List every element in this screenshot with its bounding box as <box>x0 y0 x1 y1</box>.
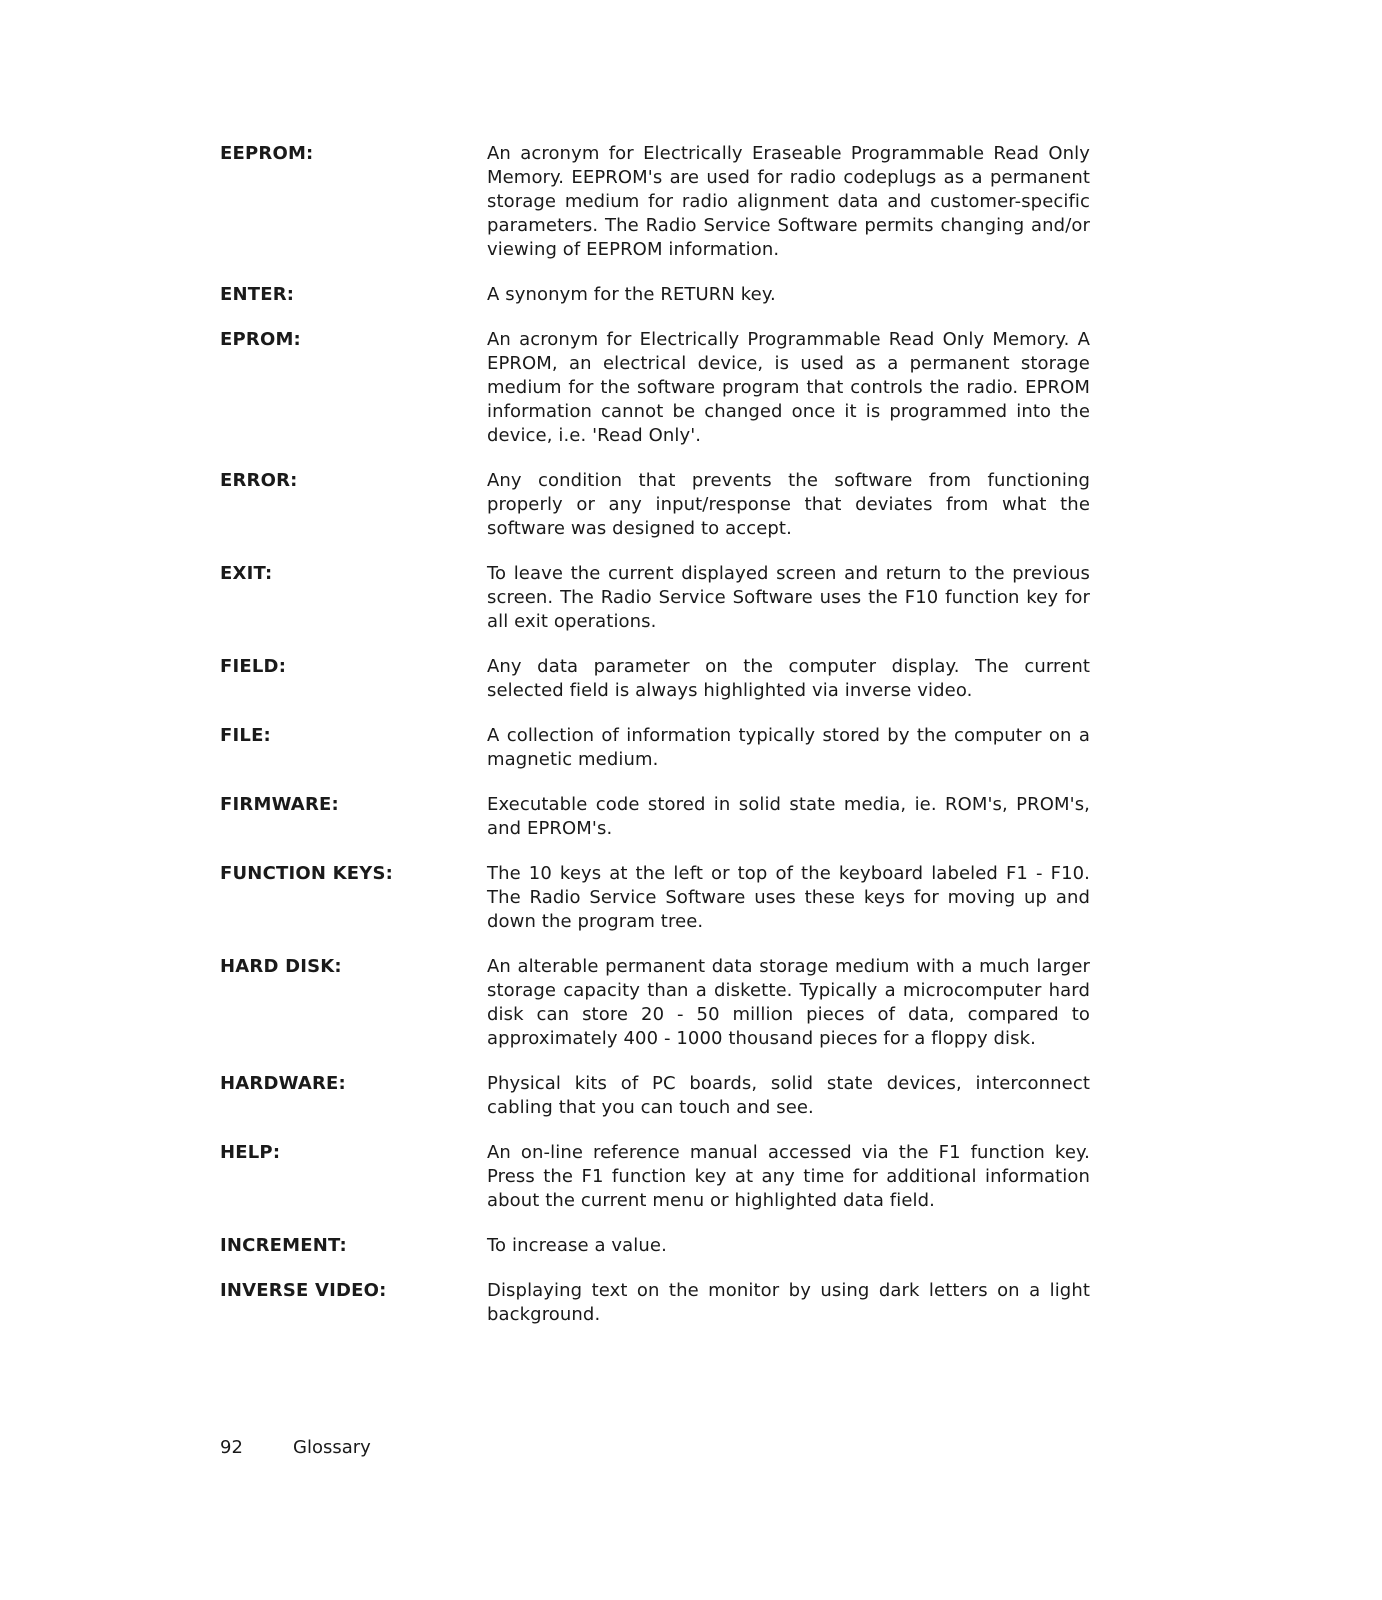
glossary-entry-field <box>220 655 1090 703</box>
glossary-definition: Any condition that prevents the software from functioning properly or any input/response that deviates from what the software was designed to accept. <box>487 470 1090 539</box>
glossary-term: FIELD: <box>220 656 287 677</box>
glossary-entry-hard-disk <box>220 955 1090 1051</box>
glossary-definition: Displaying text on the monitor by using dark letters on a light background. <box>487 1280 1090 1325</box>
glossary-entry-error <box>220 469 1090 541</box>
glossary-definition: A synonym for the RETURN key. <box>487 284 776 305</box>
glossary-entry-function-keys <box>220 862 1090 934</box>
glossary-entry-enter <box>220 283 1090 307</box>
glossary-term: EEPROM: <box>220 143 314 164</box>
glossary-definition: Executable code stored in solid state media, ie. ROM's, PROM's, and EPROM's. <box>487 794 1090 839</box>
glossary-entry-help <box>220 1141 1090 1213</box>
glossary-definition: Any data parameter on the computer display. The current selected field is always highlighted via inverse video. <box>487 656 1090 701</box>
glossary-definition: To increase a value. <box>487 1235 667 1256</box>
glossary-term: FILE: <box>220 725 271 746</box>
glossary-entry-eprom <box>220 328 1090 448</box>
glossary-definition: An on-line reference manual accessed via the F1 function key. Press the F1 function key at any time for additional information about the current menu or highlighted data field. <box>487 1142 1090 1211</box>
glossary-term: HARD DISK: <box>220 956 342 977</box>
glossary-term: INCREMENT: <box>220 1235 347 1256</box>
glossary-definition: An alterable permanent data storage medium with a much larger storage capacity than a diskette. Typically a microcomputer hard disk can store 20 - 50 million pieces of data, compared to approximately 400 - 1000 thousand pieces for a floppy disk. <box>487 956 1090 1049</box>
glossary-entry-file <box>220 724 1090 772</box>
glossary-entry-hardware <box>220 1072 1090 1120</box>
glossary-term: HARDWARE: <box>220 1073 346 1094</box>
glossary-term: HELP: <box>220 1142 281 1163</box>
glossary-entry-exit <box>220 562 1090 634</box>
glossary-term: ERROR: <box>220 470 298 491</box>
page-footer <box>220 1436 371 1460</box>
glossary-term: FIRMWARE: <box>220 794 339 815</box>
glossary-term: EXIT: <box>220 563 273 584</box>
glossary-term: FUNCTION KEYS: <box>220 863 394 884</box>
glossary-term: EPROM: <box>220 329 301 350</box>
glossary-term: ENTER: <box>220 284 295 305</box>
glossary-entry-increment <box>220 1234 1090 1258</box>
glossary-definition: Physical kits of PC boards, solid state devices, interconnect cabling that you can touch and see. <box>487 1073 1090 1118</box>
glossary-definition: To leave the current displayed screen and return to the previous screen. The Radio Service Software uses the F10 function key for all exit operations. <box>487 563 1090 632</box>
glossary-entry-firmware <box>220 793 1090 841</box>
glossary-definition: An acronym for Electrically Eraseable Programmable Read Only Memory. EEPROM's are used for radio codeplugs as a permanent storage medium for radio alignment data and customer-specific parameters. The Radio Service Software permits changing and/or viewing of EEPROM information. <box>487 143 1090 260</box>
glossary-list <box>220 142 1090 1348</box>
glossary-term: INVERSE VIDEO: <box>220 1280 387 1301</box>
glossary-entry-inverse-video <box>220 1279 1090 1327</box>
glossary-definition: The 10 keys at the left or top of the keyboard labeled F1 - F10. The Radio Service Software uses these keys for moving up and down the program tree. <box>487 863 1090 932</box>
page-number: 92 <box>220 1437 243 1458</box>
glossary-definition: An acronym for Electrically Programmable Read Only Memory. A EPROM, an electrical device, is used as a permanent storage medium for the software program that controls the radio. EPROM information cannot be changed once it is programmed into the device, i.e. 'Read Only'. <box>487 329 1090 446</box>
section-title: Glossary <box>293 1437 371 1458</box>
glossary-definition: A collection of information typically stored by the computer on a magnetic medium. <box>487 725 1090 770</box>
glossary-entry-eeprom <box>220 142 1090 262</box>
